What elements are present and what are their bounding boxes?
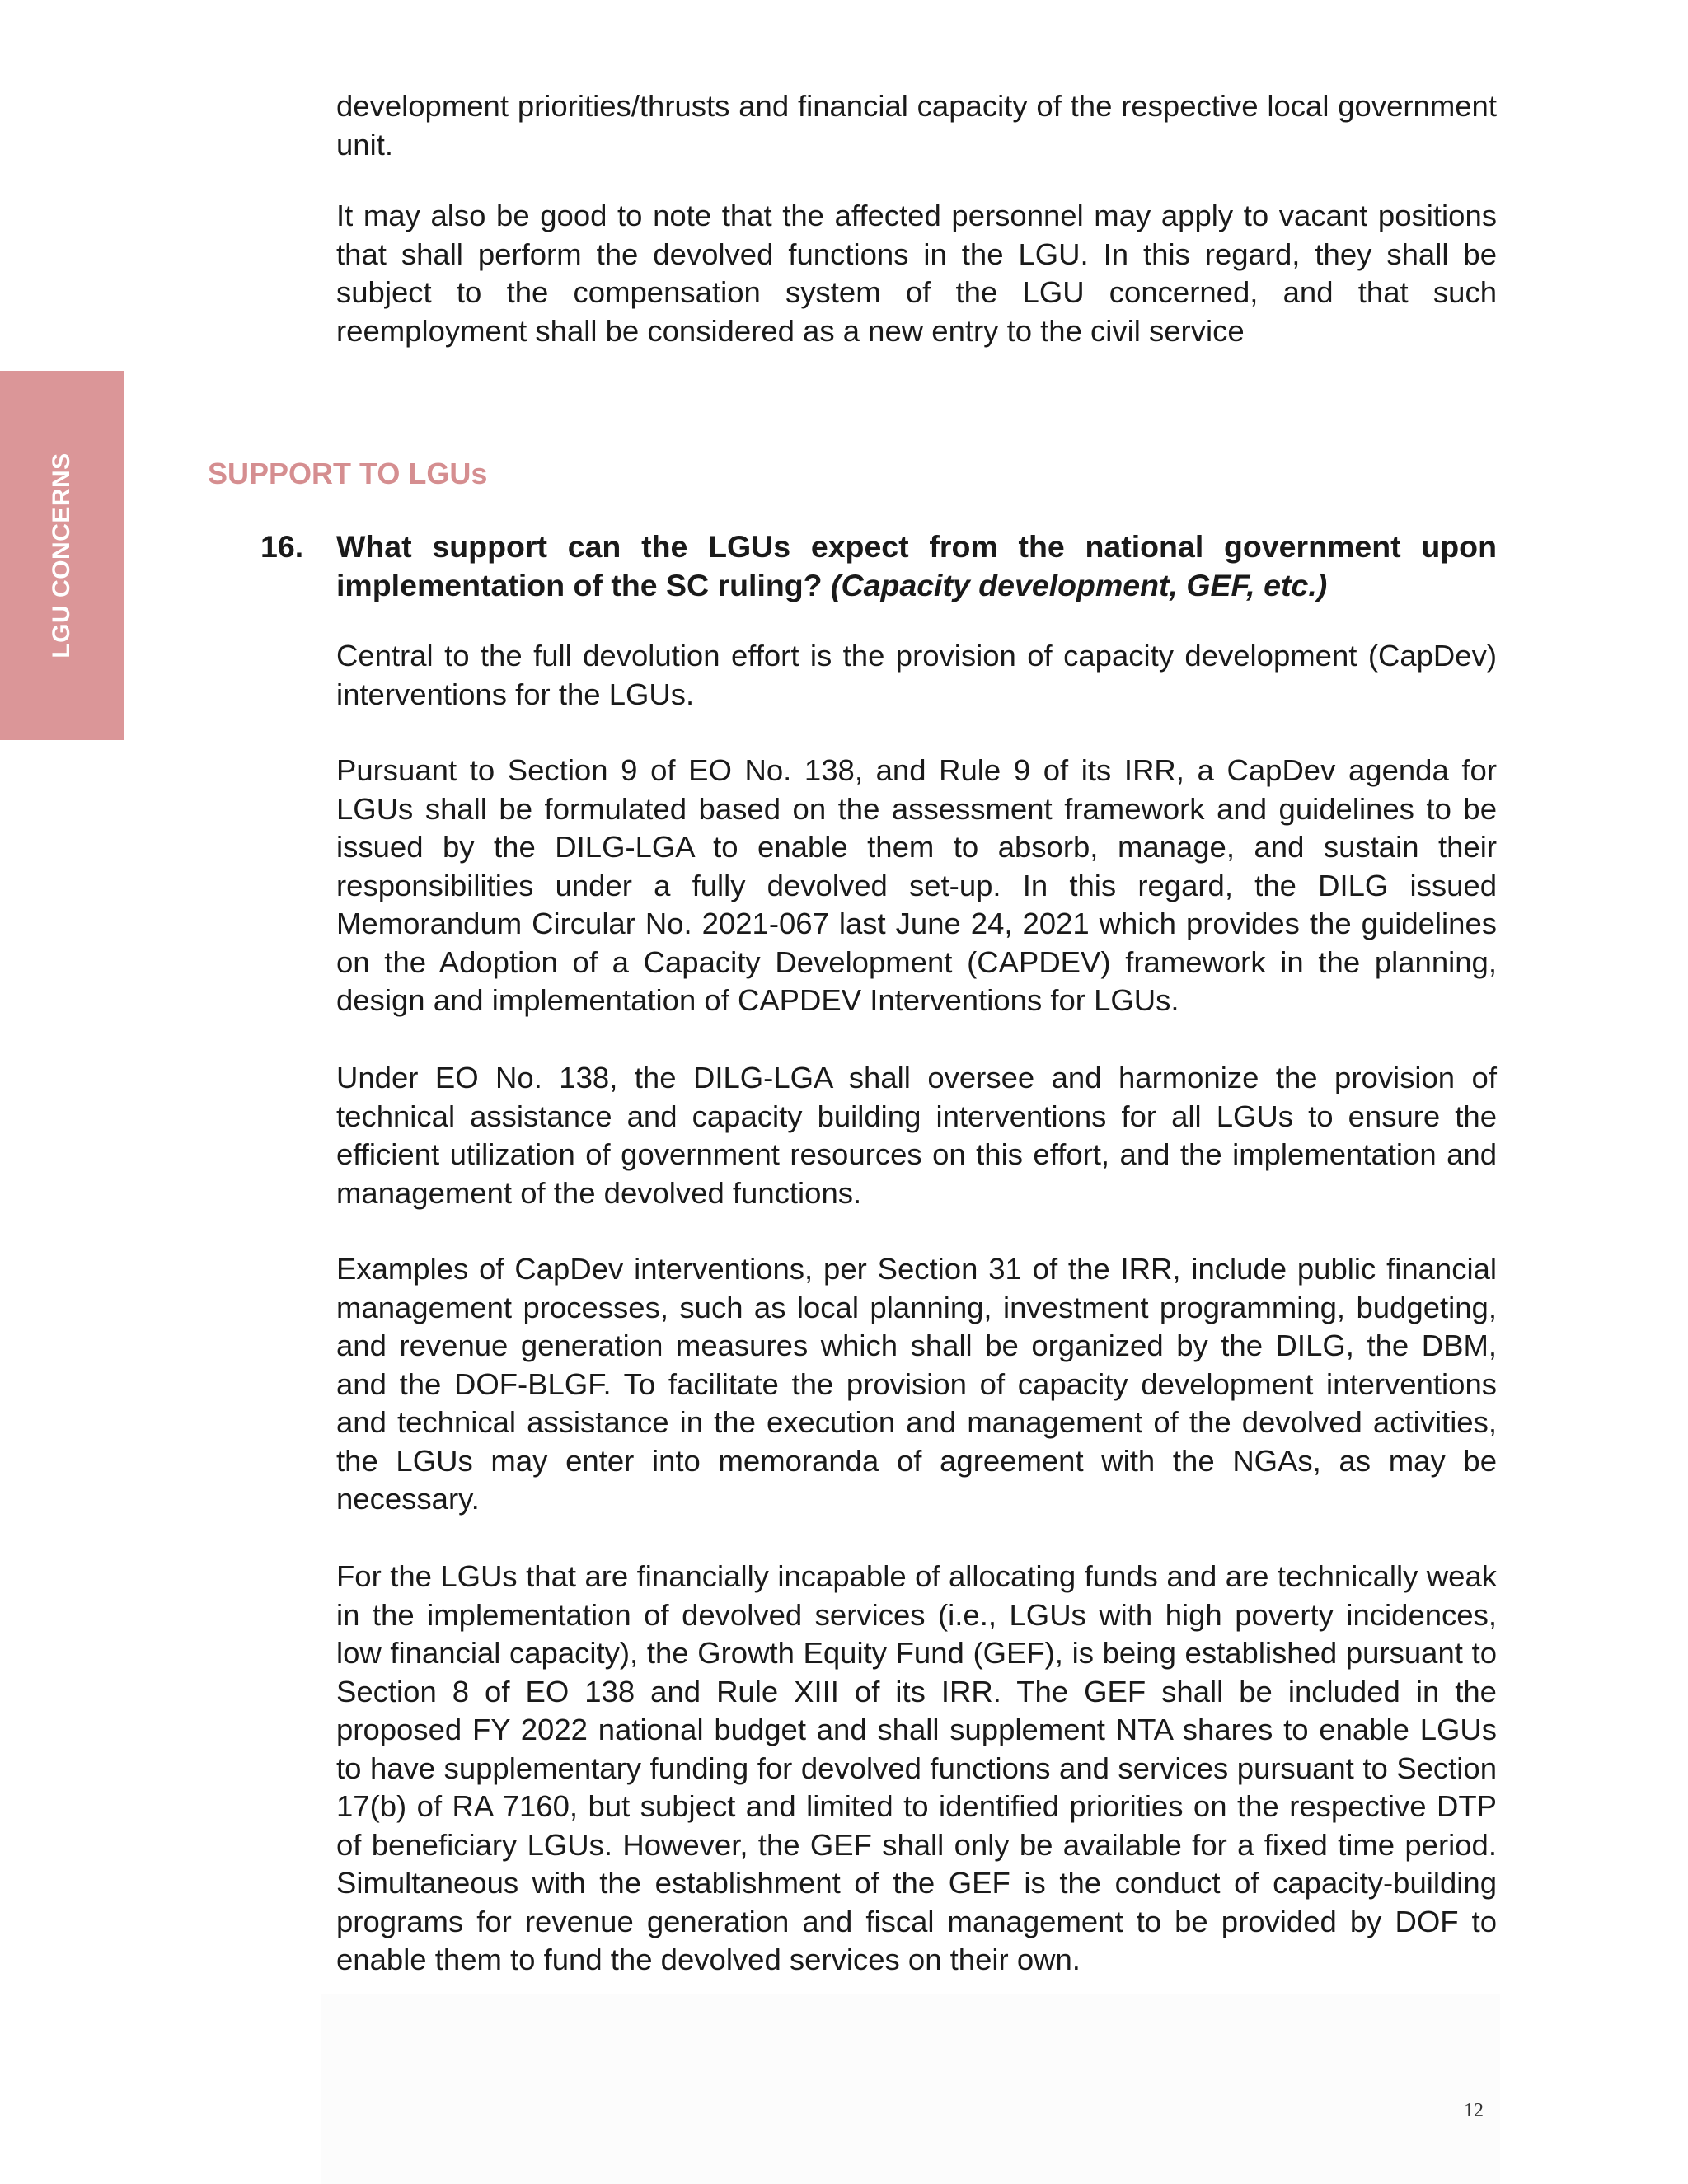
section-heading: SUPPORT TO LGUs [208, 457, 488, 490]
side-tab-lgu-concerns [0, 371, 124, 740]
question-main: What support can the LGUs expect from the national government upon implementation of the SC ruling? [336, 529, 1497, 602]
page-background-shade [321, 1994, 1500, 2184]
question-text [336, 527, 1497, 604]
answer-paragraph-3: Under EO No. 138, the DILG-LGA shall oversee and harmonize the provision of technical assistance and capacity building interventions for all LGUs to ensure the efficient utilization of government resources on this effort, and the implementation and management of the devolved functions. [336, 1061, 1497, 1210]
answer-paragraph-4: Examples of CapDev interventions, per Section 31 of the IRR, include public financial management processes, such as local planning, investment programming, budgeting, and revenue generation measures which shall be organized by the DILG, the DBM, and the DOF-BLGF. To facilitate the provision of capacity development interventions and technical assistance in the execution and management of the devolved activities, the LGUs may enter into memoranda of agreement with the NGAs, as may be necessary. [336, 1252, 1497, 1516]
answer-paragraph-2: Pursuant to Section 9 of EO No. 138, and Rule 9 of its IRR, a CapDev agenda for LGUs shall be formulated based on the assessment framework and guidelines to be issued by the DILG-LGA to enable them to absorb, manage, and sustain their responsibilities under a fully devolved set-up. In this regard, the DILG issued Memorandum Circular No. 2021-067 last June 24, 2021 which provides the guidelines on the Adoption of a Capacity Development (CAPDEV) framework in the planning, design and implementation of CAPDEV Interventions for LGUs. [336, 753, 1497, 1017]
page-number: 12 [1464, 2100, 1484, 2121]
question-note: (Capacity development, GEF, etc.) [831, 567, 1328, 602]
answer-paragraph-5: For the LGUs that are financially incapable of allocating funds and are technically weak in the implementation of devolved services (i.e., LGUs with high poverty incidences, low financial capacity), the Growth Equity Fund (GEF), is being established pursuant to Section 8 of EO 138 and Rule XIII of its IRR. The GEF shall be included in the proposed FY 2022 national budget and shall supplement NTA shares to enable LGUs to have supplementary funding for devolved functions and services pursuant to Section 17(b) of RA 7160, but subject and limited to identified priorities on the respective DTP of beneficiary LGUs. However, the GEF shall only be available for a fixed time period. Simultaneous with the establishment of the GEF is the conduct of capacity-building programs for revenue generation and fiscal management to be provided by DOF to enable them to fund the devolved services on their own. [336, 1559, 1497, 1976]
side-tab-label: LGU CONCERNS [48, 452, 75, 658]
question-number: 16. [260, 529, 304, 564]
intro-paragraph-1: development priorities/thrusts and financial capacity of the respective local government unit. [336, 89, 1497, 162]
answer-paragraph-1: Central to the full devolution effort is the provision of capacity development (CapDev) interventions for the LGUs. [336, 639, 1497, 711]
intro-paragraph-2: It may also be good to note that the affected personnel may apply to vacant positions that shall perform the devolved functions in the LGU. In this regard, they shall be subject to the compensation system of the LGU concerned, and that such reemployment shall be considered as a new entry to the civil service [336, 199, 1497, 348]
